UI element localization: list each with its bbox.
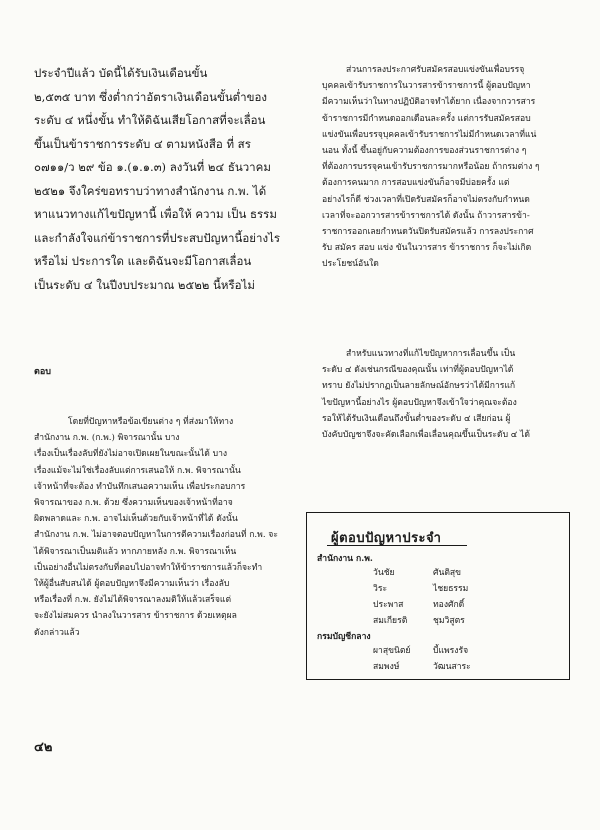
answer-line: ดังกล่าวแล้ว bbox=[34, 627, 80, 638]
member-last-name: วัฒนสาระ bbox=[433, 662, 471, 672]
guidance-line: ทราบ ยังไม่ปรากฏเป็นลายลักษณ์อักษรว่าได้มีการแก้ bbox=[322, 381, 516, 392]
member-first-name: สมเกียรติ bbox=[373, 616, 408, 626]
respondents-box bbox=[306, 512, 570, 680]
answer-line: เจ้าหน้าที่จะต้อง ทำบันทึกเสนอความเห็น เพื่อประกอบการ bbox=[34, 481, 246, 492]
answer-heading: ตอบ bbox=[34, 367, 51, 377]
question-line: หรือไม่ ประการใด และดิฉันจะมีโอกาสเลื่อน bbox=[34, 254, 252, 268]
announcement-line: ที่ต้องการบรรจุคนเข้ารับราชการมากหรือน้อย ถ้ากรมต่าง ๆ bbox=[322, 162, 540, 173]
guidance-line: รอให้ได้รับเงินเดือนถึงขั้นต่ำของระดับ ๔ เสียก่อน ผู้ bbox=[322, 413, 511, 424]
guidance-line: สำหรับแนวทางที่แก้ไขปัญหาการเลื่อนขึ้น เป็น bbox=[346, 349, 516, 359]
member-first-name: ผาสุขนิตย์ bbox=[373, 646, 411, 656]
member-first-name: วิระ bbox=[373, 584, 388, 594]
question-line: ๐๗๑๑/ว ๒๙ ข้อ ๑.(๑.๑.๓) ลงวันที่ ๒๔ ธันวาคม bbox=[34, 160, 271, 174]
question-line: ขึ้นเป็นข้าราชการระดับ ๔ ตามหนังสือ ที่ สร bbox=[34, 136, 251, 151]
announcement-line: เวลาที่จะออกวารสารข้าราชการได้ ดังนั้น ถ้าวารสารข้า- bbox=[322, 210, 530, 221]
answer-line: สำนักงาน ก.พ. (ก.พ.) พิจารณานั้น บาง bbox=[34, 433, 180, 444]
question-line: ประจำปีแล้ว บัดนี้ได้รับเงินเดือนขั้น bbox=[34, 66, 208, 80]
guidance-line: ไขปัญหานี้อย่างไร ผู้ตอบปัญหาจึงเข้าใจว่าคุณจะต้อง bbox=[322, 397, 517, 408]
announcement-line: แข่งขันเพื่อบรรจุบุคคลเข้ารับราชการไม่มีกำหนดเวลาที่แน่ bbox=[322, 129, 537, 140]
announcement-paragraph bbox=[322, 62, 572, 273]
announcement-line: นอน ทั้งนี้ ขึ้นอยู่กับความต้องการของส่วนราชการต่าง ๆ bbox=[322, 146, 527, 157]
question-line: หาแนวทางแก้ไขปัญหานี้ เพื่อให้ ความ เป็น ธรรม bbox=[34, 207, 277, 221]
announcement-line: มีความเห็นว่าในทางปฏิบัติอาจทำได้ยาก เนื่องจากวารสาร bbox=[322, 97, 536, 108]
announcement-line: ส่วนการลงประกาศรับสมัครสอบแข่งขันเพื่อบรรจุ bbox=[346, 65, 525, 75]
guidance-line: ระดับ ๔ ดังเช่นกรณีของคุณนั้น เท่าที่ผู้ตอบปัญหาได้ bbox=[322, 365, 514, 376]
member-last-name: ทองศักดิ์ bbox=[433, 600, 465, 610]
answer-line: เป็นอย่างอื่นไม่ตรงกับที่ตอบไปอาจทำให้ข้าราชการแล้วก็จะทำ bbox=[34, 562, 263, 573]
member-first-name: ประพาส bbox=[373, 600, 404, 610]
announcement-line: ข้าราชการมีกำหนดออกเดือนละครั้ง แต่การรับสมัครสอบ bbox=[322, 113, 531, 124]
member-first-name: สมพงษ์ bbox=[373, 662, 400, 672]
question-line: เป็นระดับ ๔ ในปีงบประมาณ ๒๕๒๒ นี้หรือไม่ bbox=[34, 277, 255, 292]
announcement-line: ประโยชน์อันใด bbox=[322, 259, 379, 270]
answer-line: เรื่องเป็นเรื่องลับที่ยังไม่อาจเปิดเผยในขณะนั้นได้ บาง bbox=[34, 449, 228, 460]
guidance-line: บังคับบัญชาจึงจะคัดเลือกเพื่อเลื่อนคุณขึ้นเป็นระดับ ๔ ได้ bbox=[322, 430, 530, 441]
announcement-line: อย่างไรก็ดี ช่วงเวลาที่เปิดรับสมัครก็อาจไม่ตรงกับกำหนด bbox=[322, 194, 530, 205]
guidance-paragraph bbox=[322, 346, 572, 443]
question-line: ๒,๕๓๕ บาท ซึ่งต่ำกว่าอัตราเงินเดือนขั้นต่ำของ bbox=[34, 89, 267, 104]
answer-line: สำนักงาน ก.พ. ไม่อาจตอบปัญหาในการตีความเรื่องก่อนที่ ก.พ. จะ bbox=[34, 530, 278, 541]
member-first-name: วันชัย bbox=[373, 568, 395, 578]
answer-line: ให้ผู้อื่นสับสนได้ ผู้ตอบปัญหาจึงมีความเห็นว่า เรื่องลับ bbox=[34, 579, 230, 590]
office-label: สำนักงาน ก.พ. bbox=[317, 554, 373, 564]
member-last-name: ไชยธรรม bbox=[433, 584, 469, 594]
question-line: ระดับ ๔ หนึ่งขั้น ทำให้ดิฉันเสียโอกาสที่จะเลื่อน bbox=[34, 113, 266, 127]
answer-line: จะยังไม่สมควร นำลงในวารสาร ข้าราชการ ด้วยเหตุผล bbox=[34, 611, 237, 622]
answer-line: ได้พิจารณาเป็นมติแล้ว หากภายหลัง ก.พ. พิจารณาเห็น bbox=[34, 546, 237, 557]
answer-line: โดยที่ปัญหาหรือข้อเขียนต่าง ๆ ที่ส่งมาให้ทาง bbox=[68, 417, 234, 427]
answer-line: เรื่องแม้จะไม่ใช่เรื่องลับแต่การเสนอให้ ก.พ. พิจารณานั้น bbox=[34, 465, 241, 476]
answer-line: พิจารณาของ ก.พ. ด้วย ซึ่งความเห็นของเจ้าหน้าที่อาจ bbox=[34, 498, 233, 509]
announcement-line: รับ สมัคร สอบ แข่ง ขันในวารสาร ข้าราชการ ก็จะไม่เกิด bbox=[322, 243, 532, 254]
respondents-title: ผู้ตอบปัญหาประจำ bbox=[331, 531, 442, 546]
member-last-name: บี้แพรงรัจ bbox=[433, 646, 469, 656]
answer-line: หรือเรื่องที่ ก.พ. ยังไม่ได้พิจารณาลงมติให้แล้วเสร็จแต่ bbox=[34, 595, 232, 606]
question-paragraph bbox=[34, 62, 304, 297]
member-last-name: ศันติสุข bbox=[433, 568, 462, 578]
department-label: กรมบัญชีกลาง bbox=[317, 632, 371, 642]
answer-paragraph bbox=[34, 414, 304, 641]
announcement-line: ราชการออกเลยกำหนดวันปิดรับสมัครแล้ว การลงประกาศ bbox=[322, 227, 534, 238]
announcement-line: บุคคลเข้ารับราชการในวารสารข้าราชการนี้ ผู้ตอบปัญหา bbox=[322, 81, 531, 92]
title-underline bbox=[327, 545, 467, 546]
question-line: และกำลังใจแก่ข้าราชการที่ประสบปัญหานี้อย่างไร bbox=[34, 230, 281, 245]
answer-line: ผิดพลาดและ ก.พ. อาจไม่เห็นด้วยกับเจ้าหน้าที่ได้ ดังนั้น bbox=[34, 514, 238, 525]
member-last-name: ชุมวิสูตร bbox=[433, 616, 465, 626]
announcement-line: ต้องการคนมาก การสอบแข่งขันก็อาจมีบ่อยครั้ง แต่ bbox=[322, 178, 510, 189]
question-line: ๒๕๒๑ จึงใคร่ขอทราบว่าทางสำนักงาน ก.พ. ได้ bbox=[34, 183, 267, 198]
page-number: ๔๒ bbox=[34, 740, 53, 755]
